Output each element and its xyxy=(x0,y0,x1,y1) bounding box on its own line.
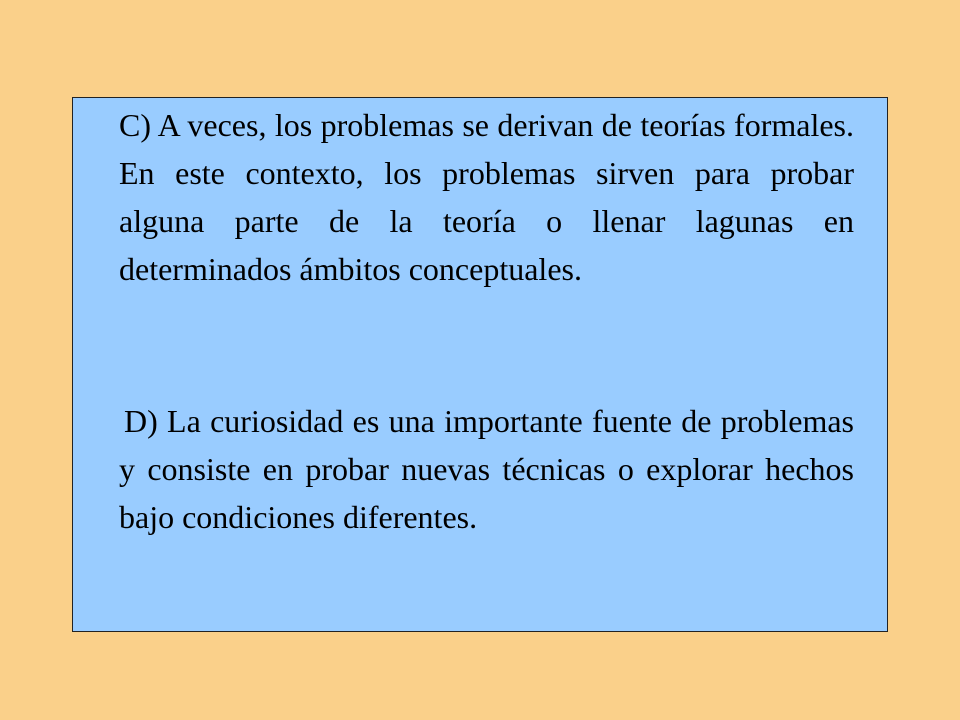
paragraph-d: D) La curiosidad es una importante fuente de problemas y consiste en probar nuevas técnicas o explorar hechos bajo condiciones diferentes. xyxy=(119,403,854,535)
text-box xyxy=(72,97,888,632)
paragraph-c: C) A veces, los problemas se derivan de teorías formales. En este contexto, los problemas sirven para probar alguna parte de la teoría o llenar lagunas en determinados ámbitos conceptuales. xyxy=(119,107,854,287)
